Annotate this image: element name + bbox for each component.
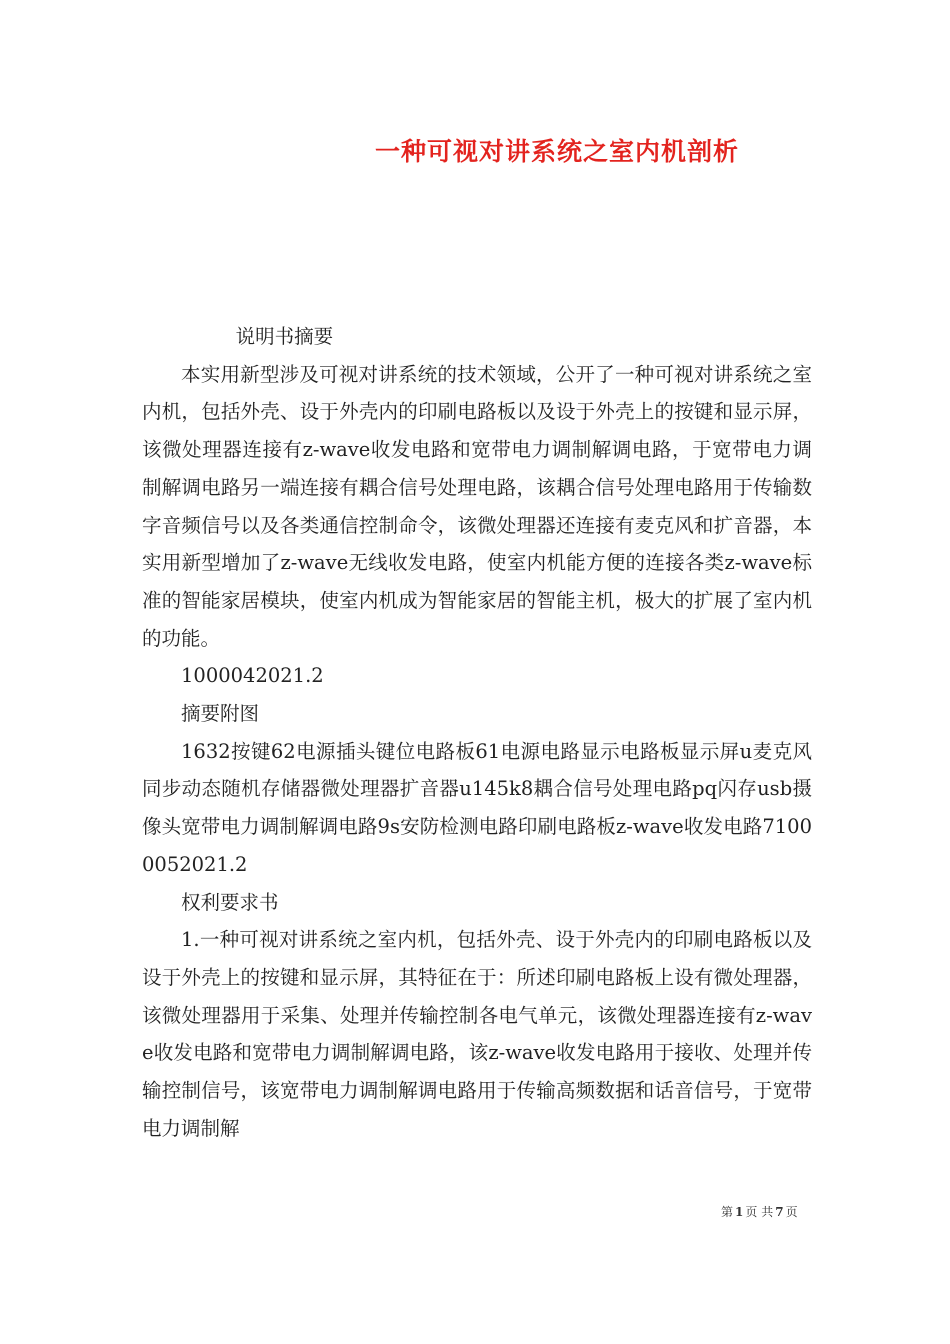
abstract-paragraph: 本实用新型涉及可视对讲系统的技术领域，公开了一种可视对讲系统之室内机，包括外壳、设于外壳内的印刷电路板以及设于外壳上的按键和显示屏，该微处理器连接有z-wave收发电路和宽带电力调制解调电路，于宽带电力调制解调电路另一端连接有耦合信号处理电路，该耦合信号处理电路用于传输数字音频信号以及各类通信控制命令，该微处理器还连接有麦克风和扩音器，本实用新型增加了z-wave无线收发电路，使室内机能方便的连接各类z-wave标准的智能家居模块，使室内机成为智能家居的智能主机，极大的扩展了室内机的功能。 <box>142 362 812 650</box>
application-number: 1000042021.2 <box>181 664 324 688</box>
total-pages-number: 7 <box>775 1205 784 1219</box>
current-page-number: 1 <box>735 1205 744 1219</box>
figure-labels-paragraph: 1632按键62电源插头键位电路板61电源电路显示电路板显示屏u麦克风同步动态随机存储器微处理器扩音器u145k8耦合信号处理电路pq闪存usb摄像头宽带电力调制解调电路9s安防检测电路印刷电路板z-wave收发电路71000052021.2 <box>142 739 812 876</box>
page-prefix: 第 <box>721 1205 734 1219</box>
section-heading-abstract: 说明书摘要 <box>235 325 334 348</box>
page-suffix: 页 <box>785 1205 798 1219</box>
claim-1-paragraph: 1.一种可视对讲系统之室内机，包括外壳、设于外壳内的印刷电路板以及设于外壳上的按键和显示屏，其特征在于：所述印刷电路板上设有微处理器，该微处理器用于采集、处理并传输控制各电气单元，该微处理器连接有z-wave收发电路和宽带电力调制解调电路，该z-wave收发电路用于接收、处理并传输控制信号，该宽带电力调制解调电路用于传输高频数据和话音信号，于宽带电力调制解 <box>142 928 812 1140</box>
page-middle: 页 共 <box>745 1205 774 1219</box>
page-number-footer <box>721 1203 798 1220</box>
document-body <box>142 318 812 1147</box>
section-heading-abstract-figure: 摘要附图 <box>181 702 260 726</box>
section-heading-claims: 权利要求书 <box>181 890 279 914</box>
document-title: 一种可视对讲系统之室内机剖析 <box>375 137 740 166</box>
